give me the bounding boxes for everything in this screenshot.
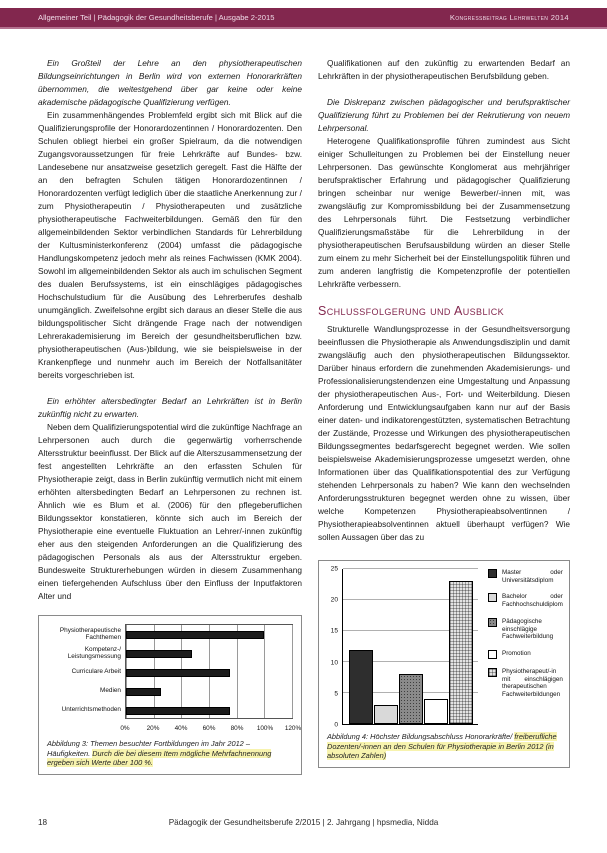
paragraph: Die Diskrepanz zwischen pädagogischer und berufspraktischer Qualifizierung führt zu Problemen bei der Rekrutierung von neuem Lehrpersonal. [318,97,570,133]
x-tick-label: 40% [174,725,188,732]
bar [349,650,373,724]
y-tick-label: 15 [330,627,338,635]
y-tick-label: 10 [330,659,338,667]
figure-4-caption-highlight: freiberufliche Dozenten/-innen an den Schulen für Physiotherapie in Berlin 2012 (in absoluten Zahlen) [327,732,557,761]
category-label: Curriculare Arbeit [71,668,121,675]
figure-4-caption-text: Abbildung 4: Höchster Bildungsabschluss Honorarkräfte/ [327,732,515,741]
page-footer [0,818,607,827]
bar [126,631,264,639]
bar [126,669,230,677]
figure-3-caption [47,739,293,768]
bar [126,688,161,696]
bar [374,705,398,724]
paragraph: Ein zusammenhängendes Problemfeld ergibt sich mit Blick auf die Qualifizierungsprofile der Honorardozentinnen / Honorardozenten. Den Schulen obliegt hierbei ein großer Spielraum, da die notwendigen Zugangsvoraussetzungen für freie Lehrkräfte auf Bundes- bzw. Landesebene nur ansatzweise gesetzlich geregelt. Fast die Hälfte der an den befragten Schulen tätigen Honorardozentinnen / Honorardozenten verfügt lediglich über die staatliche Anerkennung zur / zum Physiotherapeutin / Physiotherapeuten und zusätzliche physiotherapeutische Fachweiterbildungen. Gemäß den für den allgemeinbildenden Sektor verbindlichen Standards für Lehrerbildung der Kultusministerkonferenz (2004) umfasst die pädagogische Handlungskompetenz jedoch mehr als reines Fachwissen (KMK 2004). Sowohl im allgemeinbildenden Sektor als auch im schulischen Segment des dualen Berufssystems, ist ein einschlägiges pädagogisches Hochschulstudium für die Ausübung des Lehrerberufes deshalb unumgänglich. Zweifelsohne ergibt sich daraus an dieser Stelle die aus bildungspolitischer Sicht drängende Frage nach der notwendigen Lehrerakademisierung im Bereich der gesundheitsberuflichen bzw. physiotherapeutischen (Aus-)bildung, wie sie beispielsweise in der Krankenpflege und nunmehr auch im Bereich der Notfallsanitäter bereits vorgeschrieben ist. [38,110,302,380]
y-tick-label: 0 [334,721,338,729]
y-tick-label: 25 [330,565,338,573]
paragraph: Neben dem Qualifizierungspotential wird die zukünftige Nachfrage an Lehrpersonen auch durch die gegenwärtig vorherrschende Altersstruktur beeinflusst. Der Blick auf die Alterszusammensetzung der fest angestellten Lehrkräfte an den erfassten Schulen für Physiotherapie zeigt, dass in Berlin zukünftig vermutlich nicht mit einem erhöhten altersbedingten Bedarf an Lehrpersonen zu rechnen ist. Ähnlich wie es Blum et al. (2006) für den pflegeberuflichen Bildungssektor konstatieren, könnte sich auch im Bereich der Physiotherapie eine eventuelle Fluktuation an Lehrer/-innen zukünftig eher aus den steigenden Anforderungen an die Qualifizierung des pädagogischen Personals als aus der Altersstruktur ergeben. Bundesweite Strukturerhebungen würden in diesem Zusammenhang einen tiefergehenden Aufschluss über den Einfluss der Inputfaktoren Alter und [38,422,302,601]
figure-3-chart [47,624,302,732]
gridline [343,568,478,569]
bar [399,674,423,724]
figure-4-legend [478,569,563,708]
legend-item [488,569,563,584]
category-label: Unterrichtsmethoden [61,706,121,713]
legend-item [488,668,563,699]
category-label: Kompetenz-/ Leistungsmessung [67,645,121,660]
legend-label: Bachelor oder Fachhochschuldiplom [502,593,563,609]
bar-row [126,663,292,682]
x-tick-label: 20% [146,725,160,732]
legend-label: Promotion [502,649,531,657]
figure-4-y-axis [327,565,342,729]
header-section-label: Allgemeiner Teil | Pädagogik der Gesundheitsberufe | Ausgabe 2-2015 [38,13,275,22]
bar [449,581,473,724]
legend-marker-icon [488,618,497,627]
figure-3-plot-area [120,624,302,732]
figure-3 [38,615,302,775]
category-label: Physiotherapeutische Fachthemen [59,626,121,641]
x-tick-label: 0% [120,725,130,732]
paragraph: Strukturelle Wandlungsprozesse in der Gesundheitsversorgung beeinflussen die Physiotherapie als Anwendungsdisziplin und damit zwangsläufig auch den physiotherapeutischen Bildungssektor. Darüber hinaus erfordern die zunehmenden Akademisierungs- und Professionalisierungstendenzen eine Umgestaltung und Anpassung der physiotherapeutischen Aus-, Fort- und Weiterbildung. Diesen Anforderung und Entwicklungsaufgaben kann nur auf der Basis einer daten- und indikatorengestützten, systematischen Betrachtung der Zustände, Prozesse und Wirkungen des physiotherapeutischen Bildungssegmentes bedarfsgerecht begegnet werden. Wie sollen beispielsweise Akademisierungsprozesse umgesetzt werden, ohne Informationen über das Qualifikationspotential des zur Verfügung stehenden Lehrpersonals zu haben? Wie kann den wechselnden Anforderungsstrukturen begegnet werden ohne zu wissen, über welche Kompetenzen Physiotherapieabsolventinnen / Physiotherapieabsolventinnen aktuell überhaupt verfügen? Wie sollen Aussagen über das zu [318,324,570,542]
legend-label: Pädagogische einschlägige Fachweiterbildung [502,617,554,641]
bar-row [126,701,292,720]
legend-item [488,618,563,641]
right-column [318,57,570,776]
figure-4-caption [327,732,561,761]
x-tick-label: 80% [230,725,244,732]
footer-journal-line: Pädagogik der Gesundheitsberufe 2/2015 | 2. Jahrgang | hpsmedia, Nidda [168,818,439,827]
figure-3-category-labels [47,624,125,732]
bar-row [126,625,292,644]
x-tick-label: 100% [256,725,274,732]
bar-row [126,644,292,663]
figure-4 [318,560,570,768]
bar [424,699,448,724]
bar-row [126,682,292,701]
gridline [292,625,293,718]
left-column-text [38,57,302,603]
paragraph: Ein erhöhter altersbedingter Bedarf an Lehrkräften ist in Berlin zukünftig nicht zu erwarten. [38,396,302,419]
legend-label: Master oder Universitätsdiplom [502,569,563,584]
legend-marker-icon [488,668,497,677]
legend-marker-icon [488,593,497,602]
figure-3-x-axis [120,722,302,732]
paragraph: Heterogene Qualifikationsprofile führen zumindest aus Sicht einiger Schulleitungen zu Problemen bei der Einstellung neuer Lehrpersonen. Das gewünschte Konglomerat aus mehrjähriger berufspraktischer Erfahrung und pädagogischer Qualifizierung bringen scheinbar nur wenige Bewerber/-innen mit, was zwangsläufig zur Kompromissbildung bei der Zusammensetzung des Lehrpersonals führt. Die Festsetzung verbindlicher Qualifizierungsmaßstäbe für die Lehrerbildung in der physiotherapeutischen Berufsausbildung würden an dieser Stelle zum einem zu mehr Sicherheit bei der Einstellungspolitik führen und zum anderen langfristig die Kompetenzprofile der potentiellen Lehrkräfte verbessern. [318,136,570,289]
header-congress-label: Kongressbeitrag Lehrwelten 2014 [449,13,569,22]
page-header [0,8,607,29]
bar [126,650,192,658]
x-tick-label: 60% [202,725,216,732]
legend-item [488,593,563,608]
paragraph: Qualifikationen auf den zukünftig zu erwartenden Bedarf an Lehrkräften in der physiotherapeutischen Berufsbildung geben. [318,58,570,81]
y-tick-label: 5 [334,690,338,698]
right-column-text [318,57,570,544]
legend-label: Physiotherapeut/-in mit einschlägigen therapeutischen Fachweiterbildungen [502,667,563,699]
paragraph: Ein Großteil der Lehre an den physiotherapeutischen Bildungseinrichtungen in Berlin wird von externen Honorarkräften übernommen, die weitestgehend über gar keine oder keine akademische pädagogische Qualifizierung verfügen. [38,58,302,107]
figure-3-caption-highlight: Durch die bei diesem Item mögliche Mehrfachnennung ergeben sich Werte über 100 %. [47,748,272,768]
bar [126,707,230,715]
page-number: 18 [38,818,48,827]
legend-marker-icon [488,650,497,659]
legend-item [488,650,563,659]
figure-3-caption-text: Abbildung 3: Themen besuchter Fortbildungen im Jahr 2012 – Häufigkeiten. [47,739,250,758]
category-label: Medien [100,687,121,694]
y-tick-label: 20 [330,596,338,604]
figure-4-plot [342,569,478,725]
section-heading: Schlussfolgerung und Ausblick [318,304,505,318]
x-tick-label: 120% [284,725,302,732]
figure-3-plot [125,624,293,719]
left-column [38,57,302,783]
legend-marker-icon [488,569,497,578]
figure-4-chart [327,565,563,729]
